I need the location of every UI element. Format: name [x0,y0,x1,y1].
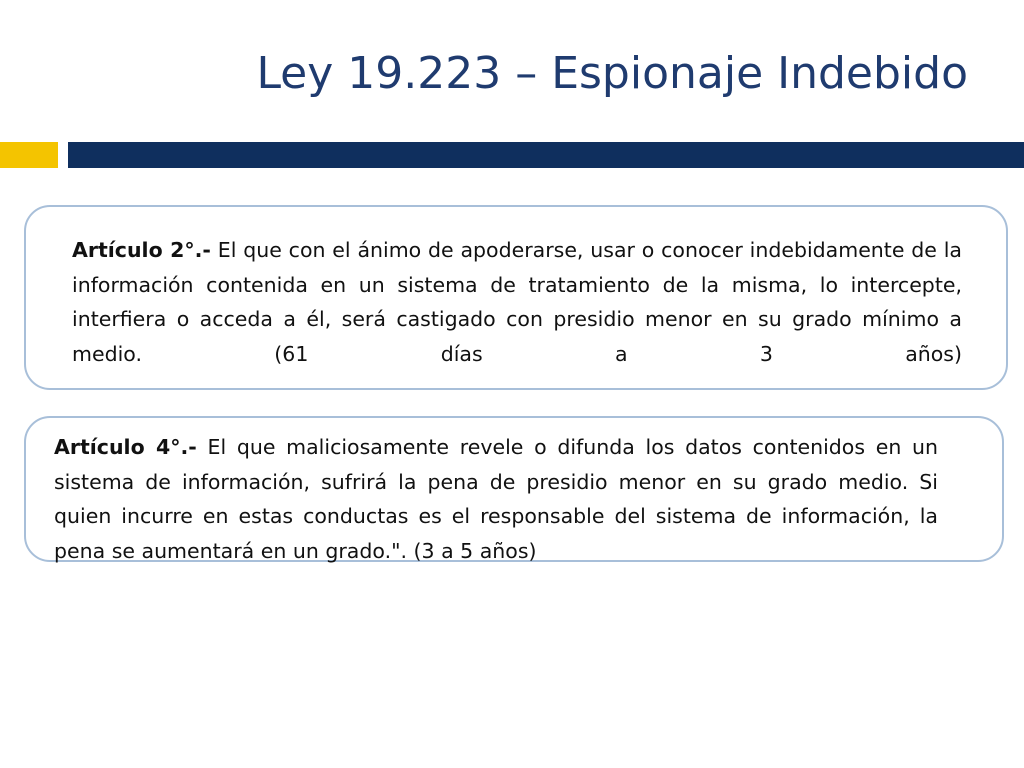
article-2-heading: Artículo 2°.- [72,238,211,262]
article-4-text: El que maliciosamente revele o difunda los datos contenidos en un sistema de información, sufrirá la pena de presidio menor en su grado medio. Si quien incurre en estas conductas es el responsable del sistema de información, la pena se aumentará en un grado.". (3 a 5 años) [54,435,938,563]
accent-bar-navy [68,142,1024,168]
article-2-text: El que con el ánimo de apoderarse, usar o conocer indebidamente de la información contenida en un sistema de tratamiento de la misma, lo intercepte, interfiera o acceda a él, será castigado con presidio menor en su grado mínimo a medio. (61 días a 3 años) [72,238,962,366]
article-4-paragraph [54,430,938,568]
accent-bar-yellow [0,142,58,168]
article-2-box [24,205,1008,390]
slide-title: Ley 19.223 – Espionaje Indebido [256,48,968,99]
article-4-box [24,416,1004,562]
article-4-heading: Artículo 4°.- [54,435,197,459]
article-2-paragraph [72,233,962,371]
